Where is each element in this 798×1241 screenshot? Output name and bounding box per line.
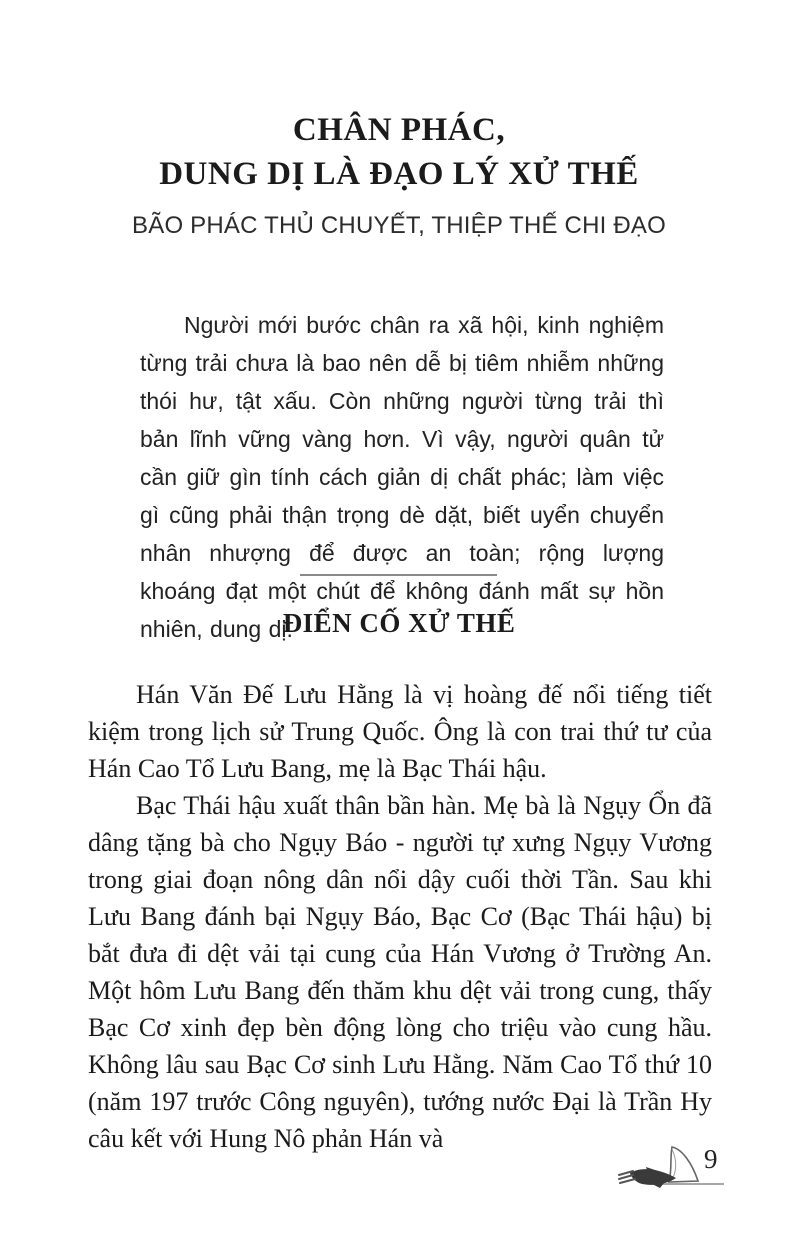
- page-number: 9: [704, 1144, 718, 1174]
- body-paragraph-1: Hán Văn Đế Lưu Hằng là vị hoàng đế nổi tiếng tiết kiệm trong lịch sử Trung Quốc. Ông là con trai thứ tư của Hán Cao Tổ Lưu Bang, mẹ là Bạc Thái hậu.: [88, 680, 712, 783]
- body-paragraph-2: Bạc Thái hậu xuất thân bần hàn. Mẹ bà là Ngụy Ổn đã dâng tặng bà cho Ngụy Báo - người tự xưng Ngụy Vương trong giai đoạn nông dân nổi dậy cuối thời Tần. Sau khi Lưu Bang đánh bại Ngụy Báo, Bạc Cơ (Bạc Thái hậu) bị bắt đưa đi dệt vải tại cung của Hán Vương ở Trường An. Một hôm Lưu Bang đến thăm khu dệt vải trong cung, thấy Bạc Cơ xinh đẹp bèn động lòng cho triệu vào cung hầu. Không lâu sau Bạc Cơ sinh Lưu Hằng. Năm Cao Tổ thứ 10 (năm 197 trước Công nguyên), tướng nước Đại là Trần Hy câu kết với Hung Nô phản Hán và: [88, 791, 712, 1153]
- chapter-title-line2: DUNG DỊ LÀ ĐẠO LÝ XỬ THẾ: [159, 156, 639, 192]
- body-text: [88, 676, 712, 1157]
- chapter-title-line1: CHÂN PHÁC,: [292, 112, 506, 148]
- page-footer: [618, 1140, 750, 1194]
- section-divider: [300, 574, 497, 576]
- section-heading: ĐIỂN CỐ XỬ THẾ: [282, 608, 516, 638]
- intro-paragraph: Người mới bước chân ra xã hội, kinh nghiệm từng trải chưa là bao nên dễ bị tiêm nhiễm những thói hư, tật xấu. Còn những người từng trải thì bản lĩnh vững vàng hơn. Vì vậy, người quân tử cần giữ gìn tính cách giản dị chất phác; làm việc gì cũng phải thận trọng dè dặt, biết uyển chuyển nhân nhượng để được an toàn; rộng lượng khoáng đạt một chút để không đánh mất sự hồn nhiên, dung dị.: [140, 312, 664, 642]
- chapter-subtitle: BÃO PHÁC THỦ CHUYẾT, THIỆP THẾ CHI ĐẠO: [132, 212, 666, 239]
- chapter-title-block: [0, 108, 798, 240]
